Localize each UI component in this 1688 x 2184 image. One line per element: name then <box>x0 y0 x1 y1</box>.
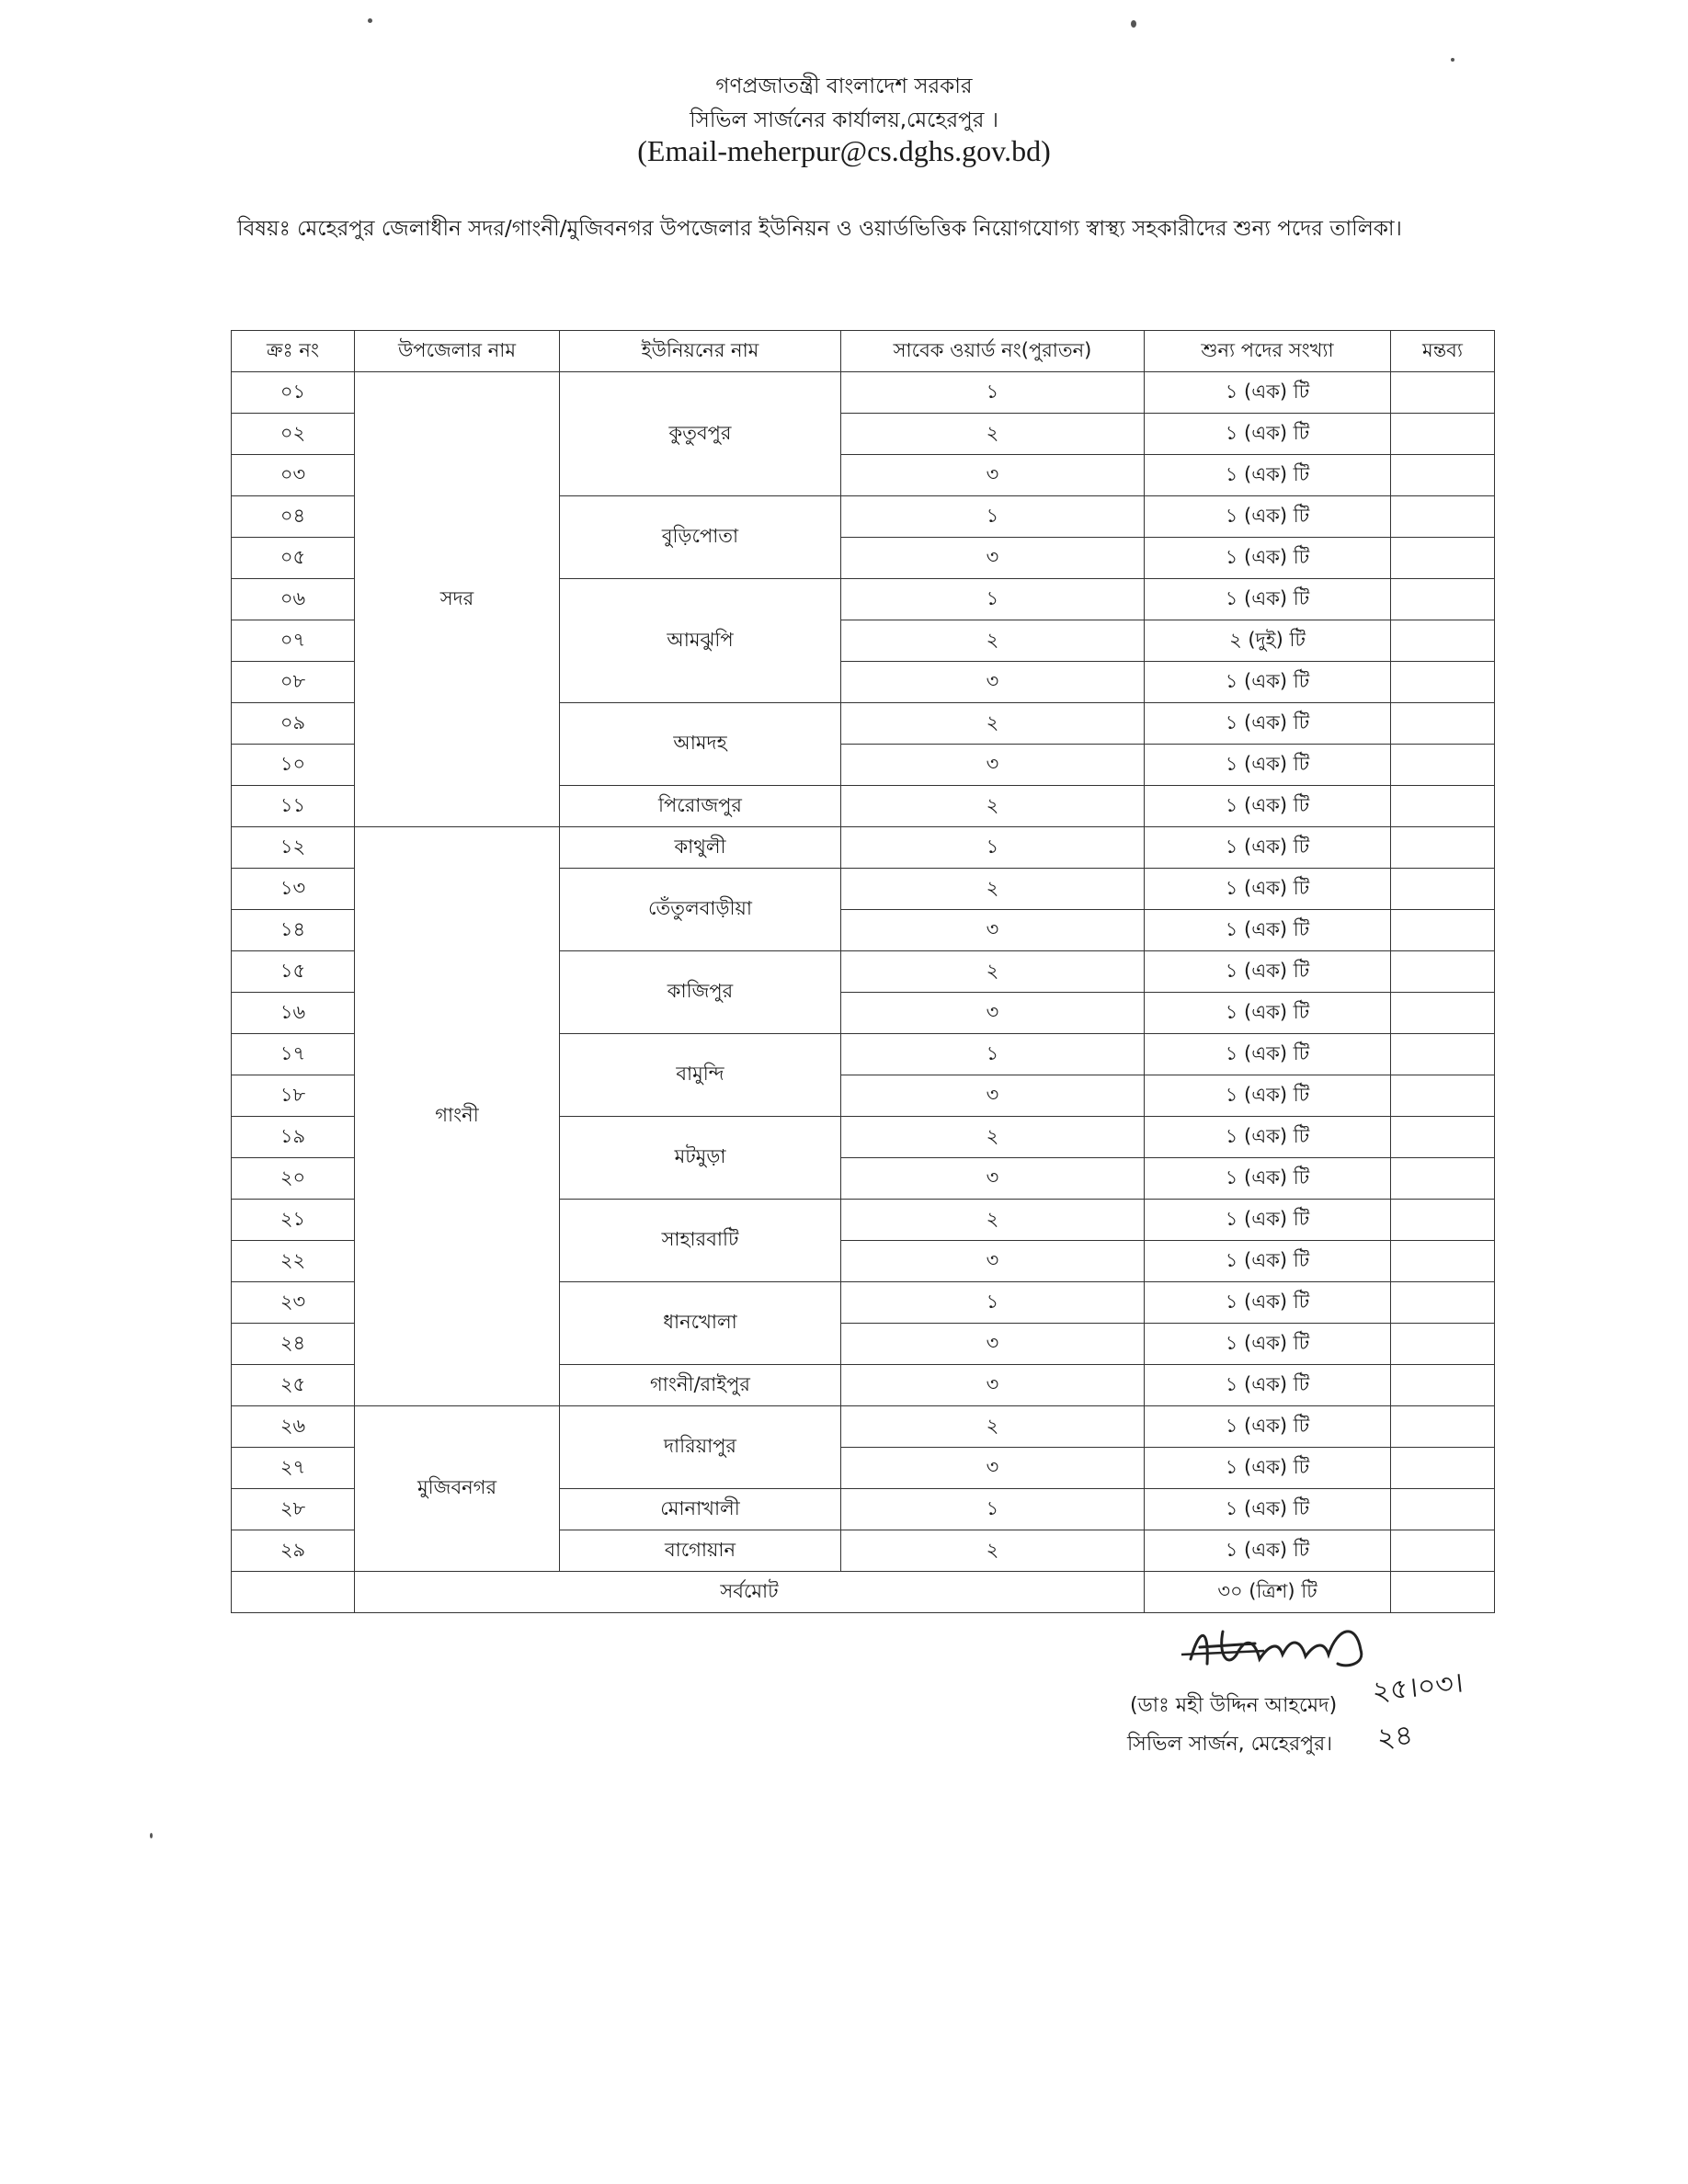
table-row <box>232 827 1495 869</box>
remarks-cell <box>1391 1365 1495 1406</box>
union-cell: আমদহ <box>560 703 841 786</box>
union-cell: কাজিপুর <box>560 951 841 1034</box>
serial-cell: ২২ <box>232 1241 355 1282</box>
office-title: সিভিল সার্জনের কার্যালয়,মেহেরপুর । <box>690 108 998 132</box>
serial-cell: ১৭ <box>232 1034 355 1075</box>
ward-cell: ২ <box>841 703 1145 745</box>
posts-cell: ১ (এক) টি <box>1145 1448 1391 1489</box>
union-cell: দারিয়াপুর <box>560 1406 841 1489</box>
vacancy-table <box>231 330 1495 1613</box>
ward-cell: ১ <box>841 1034 1145 1075</box>
ward-cell: ১ <box>841 372 1145 414</box>
ward-cell: ১ <box>841 827 1145 869</box>
ward-cell: ২ <box>841 620 1145 662</box>
total-row <box>232 1572 1495 1613</box>
serial-cell: ২৬ <box>232 1406 355 1448</box>
posts-cell: ১ (এক) টি <box>1145 1117 1391 1158</box>
upazila-cell: মুজিবনগর <box>355 1406 560 1572</box>
remarks-cell <box>1391 579 1495 620</box>
serial-cell: ১৪ <box>232 910 355 951</box>
upazila-cell: গাংনী <box>355 827 560 1406</box>
posts-cell: ১ (এক) টি <box>1145 1530 1391 1572</box>
serial-cell: ১৯ <box>232 1117 355 1158</box>
vacancy-table-wrapper <box>231 330 1494 1613</box>
serial-cell: ০৩ <box>232 455 355 496</box>
serial-cell: ০৯ <box>232 703 355 745</box>
table-header-row <box>232 331 1495 372</box>
remarks-cell <box>1391 827 1495 869</box>
posts-cell: ১ (এক) টি <box>1145 414 1391 455</box>
subject-line: বিষয়ঃ মেহেরপুর জেলাধীন সদর/গাংনী/মুজিবনগর উপজেলার ইউনিয়ন ও ওয়ার্ডভিত্তিক নিয়োগযোগ্য স্বাস্থ্য সহকারীদের শুন্য পদের তালিকা। <box>237 217 1402 241</box>
ward-cell: ৩ <box>841 1075 1145 1117</box>
posts-cell: ১ (এক) টি <box>1145 1241 1391 1282</box>
serial-cell: ২৭ <box>232 1448 355 1489</box>
remarks-cell <box>1391 1530 1495 1572</box>
serial-cell: ২৫ <box>232 1365 355 1406</box>
serial-cell: ২০ <box>232 1158 355 1200</box>
remarks-cell <box>1391 414 1495 455</box>
signature-date: ২৫।০৩।২৪ <box>1370 1666 1466 1756</box>
scan-speck <box>1131 20 1136 28</box>
posts-cell: ১ (এক) টি <box>1145 538 1391 579</box>
posts-cell: ১ (এক) টি <box>1145 745 1391 786</box>
remarks-cell <box>1391 662 1495 703</box>
posts-cell: ১ (এক) টি <box>1145 1158 1391 1200</box>
serial-cell: ০৪ <box>232 496 355 538</box>
total-serial-cell <box>232 1572 355 1613</box>
remarks-cell <box>1391 910 1495 951</box>
remarks-cell <box>1391 455 1495 496</box>
ward-cell: ২ <box>841 951 1145 993</box>
remarks-cell <box>1391 1282 1495 1324</box>
total-value: ৩০ (ত্রিশ) টি <box>1145 1572 1391 1613</box>
ward-cell: ৩ <box>841 662 1145 703</box>
serial-cell: ১১ <box>232 786 355 827</box>
posts-cell: ১ (এক) টি <box>1145 1406 1391 1448</box>
remarks-cell <box>1391 1448 1495 1489</box>
signatory-designation: সিভিল সার্জন, মেহেরপুর। <box>1127 1733 1333 1756</box>
union-cell: ধানখোলা <box>560 1282 841 1365</box>
union-cell: সাহারবাটি <box>560 1200 841 1282</box>
serial-cell: ১৬ <box>232 993 355 1034</box>
remarks-cell <box>1391 1241 1495 1282</box>
serial-cell: ২৯ <box>232 1530 355 1572</box>
scan-speck <box>368 18 372 23</box>
serial-cell: ২১ <box>232 1200 355 1241</box>
posts-cell: ২ (দুই) টি <box>1145 620 1391 662</box>
remarks-cell <box>1391 951 1495 993</box>
union-cell: পিরোজপুর <box>560 786 841 827</box>
remarks-cell <box>1391 1200 1495 1241</box>
serial-cell: ২৪ <box>232 1324 355 1365</box>
union-cell: তেঁতুলবাড়ীয়া <box>560 869 841 951</box>
table-row <box>232 372 1495 414</box>
serial-cell: ০৭ <box>232 620 355 662</box>
govt-title: গণপ্রজাতন্ত্রী বাংলাদেশ সরকার <box>715 74 973 98</box>
remarks-cell <box>1391 786 1495 827</box>
office-email: (Email-meherpur@cs.dghs.gov.bd) <box>637 134 1051 167</box>
union-cell: আমঝুপি <box>560 579 841 703</box>
union-cell: কাথুলী <box>560 827 841 869</box>
union-cell: কুতুবপুর <box>560 372 841 496</box>
ward-cell: ১ <box>841 1489 1145 1530</box>
posts-cell: ১ (এক) টি <box>1145 786 1391 827</box>
ward-cell: ৩ <box>841 1365 1145 1406</box>
header-remarks: মন্তব্য <box>1391 331 1495 372</box>
posts-cell: ১ (এক) টি <box>1145 1489 1391 1530</box>
remarks-cell <box>1391 1117 1495 1158</box>
remarks-cell <box>1391 745 1495 786</box>
posts-cell: ১ (এক) টি <box>1145 662 1391 703</box>
ward-cell: ২ <box>841 1530 1145 1572</box>
serial-cell: ২৮ <box>232 1489 355 1530</box>
serial-cell: ১৩ <box>232 869 355 910</box>
remarks-cell <box>1391 993 1495 1034</box>
union-cell: মটমুড়া <box>560 1117 841 1200</box>
union-cell: বামুন্দি <box>560 1034 841 1117</box>
header-serial: ক্রঃ নং <box>232 331 355 372</box>
scan-speck <box>150 1833 153 1838</box>
ward-cell: ১ <box>841 1282 1145 1324</box>
posts-cell: ১ (এক) টি <box>1145 372 1391 414</box>
remarks-cell <box>1391 620 1495 662</box>
ward-cell: ২ <box>841 1406 1145 1448</box>
ward-cell: ৩ <box>841 745 1145 786</box>
serial-cell: ১৮ <box>232 1075 355 1117</box>
remarks-cell <box>1391 1158 1495 1200</box>
union-cell: গাংনী/রাইপুর <box>560 1365 841 1406</box>
union-cell: মোনাখালী <box>560 1489 841 1530</box>
remarks-cell <box>1391 1406 1495 1448</box>
ward-cell: ১ <box>841 579 1145 620</box>
posts-cell: ১ (এক) টি <box>1145 993 1391 1034</box>
ward-cell: ১ <box>841 496 1145 538</box>
serial-cell: ০৬ <box>232 579 355 620</box>
serial-cell: ০৮ <box>232 662 355 703</box>
ward-cell: ৩ <box>841 1158 1145 1200</box>
serial-cell: ০৫ <box>232 538 355 579</box>
posts-cell: ১ (এক) টি <box>1145 1282 1391 1324</box>
signatory-name: (ডাঃ মহী উদ্দিন আহমেদ) <box>1130 1694 1338 1717</box>
ward-cell: ৩ <box>841 1241 1145 1282</box>
serial-cell: ০২ <box>232 414 355 455</box>
remarks-cell <box>1391 703 1495 745</box>
header-ward: সাবেক ওয়ার্ড নং(পুরাতন) <box>841 331 1145 372</box>
posts-cell: ১ (এক) টি <box>1145 951 1391 993</box>
table-row <box>232 1406 1495 1448</box>
ward-cell: ২ <box>841 786 1145 827</box>
remarks-cell <box>1391 1075 1495 1117</box>
ward-cell: ৩ <box>841 538 1145 579</box>
remarks-cell <box>1391 1324 1495 1365</box>
serial-cell: ২৩ <box>232 1282 355 1324</box>
ward-cell: ২ <box>841 1200 1145 1241</box>
posts-cell: ১ (এক) টি <box>1145 1200 1391 1241</box>
union-cell: বাগোয়ান <box>560 1530 841 1572</box>
ward-cell: ২ <box>841 414 1145 455</box>
header-union: ইউনিয়নের নাম <box>560 331 841 372</box>
union-cell: বুড়িপোতা <box>560 496 841 579</box>
posts-cell: ১ (এক) টি <box>1145 496 1391 538</box>
posts-cell: ১ (এক) টি <box>1145 455 1391 496</box>
remarks-cell <box>1391 1489 1495 1530</box>
ward-cell: ৩ <box>841 455 1145 496</box>
posts-cell: ১ (এক) টি <box>1145 1034 1391 1075</box>
posts-cell: ১ (এক) টি <box>1145 579 1391 620</box>
serial-cell: ০১ <box>232 372 355 414</box>
posts-cell: ১ (এক) টি <box>1145 1075 1391 1117</box>
upazila-cell: সদর <box>355 372 560 827</box>
posts-cell: ১ (এক) টি <box>1145 1365 1391 1406</box>
scan-speck <box>1451 58 1454 62</box>
serial-cell: ১০ <box>232 745 355 786</box>
ward-cell: ৩ <box>841 910 1145 951</box>
handwritten-signature <box>1172 1618 1393 1682</box>
serial-cell: ১২ <box>232 827 355 869</box>
header-upazila: উপজেলার নাম <box>355 331 560 372</box>
ward-cell: ২ <box>841 1117 1145 1158</box>
ward-cell: ৩ <box>841 1448 1145 1489</box>
remarks-cell <box>1391 869 1495 910</box>
remarks-cell <box>1391 1034 1495 1075</box>
header-posts: শুন্য পদের সংখ্যা <box>1145 331 1391 372</box>
remarks-cell <box>1391 372 1495 414</box>
remarks-cell <box>1391 496 1495 538</box>
posts-cell: ১ (এক) টি <box>1145 910 1391 951</box>
serial-cell: ১৫ <box>232 951 355 993</box>
total-label: সর্বমোট <box>355 1572 1145 1613</box>
remarks-cell <box>1391 538 1495 579</box>
posts-cell: ১ (এক) টি <box>1145 869 1391 910</box>
ward-cell: ২ <box>841 869 1145 910</box>
posts-cell: ১ (এক) টি <box>1145 827 1391 869</box>
total-remarks-cell <box>1391 1572 1495 1613</box>
ward-cell: ৩ <box>841 993 1145 1034</box>
posts-cell: ১ (এক) টি <box>1145 703 1391 745</box>
posts-cell: ১ (এক) টি <box>1145 1324 1391 1365</box>
ward-cell: ৩ <box>841 1324 1145 1365</box>
